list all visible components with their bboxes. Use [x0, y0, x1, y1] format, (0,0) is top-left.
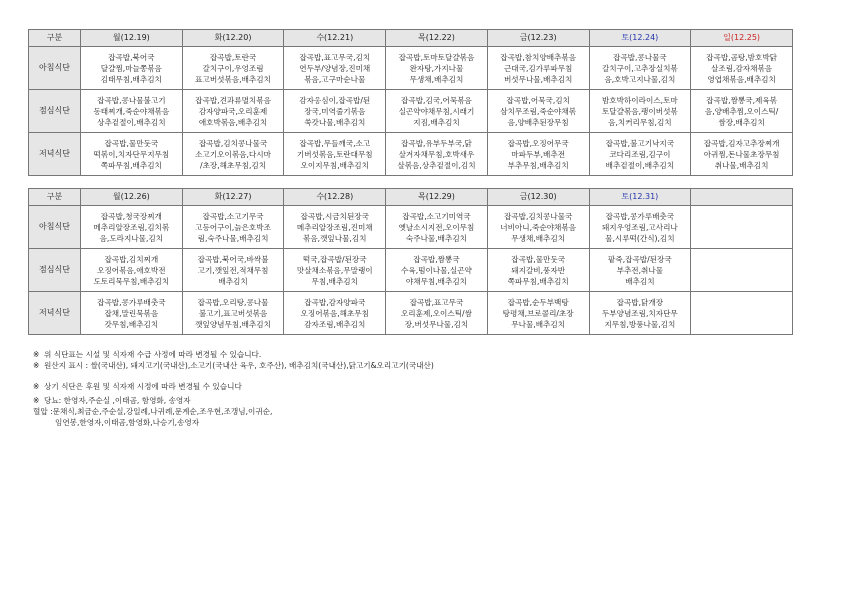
menu-item-line: 불고기,표고버섯볶음 — [198, 308, 268, 318]
menu-item-line: 근대국,김가루파무침 — [503, 63, 573, 73]
note-text: 당뇨: 한영자,주순실 ,이태곰, 함영화, 송영자 — [44, 396, 191, 405]
menu-item-line: 잡곡밥,짬뽕국,제육볶 — [706, 95, 778, 105]
menu-item-line: 잡곡밥,물만둣국 — [104, 138, 159, 148]
menu-item-line: 깻잎양념무침,배추김치 — [195, 319, 271, 329]
menu-cell — [487, 292, 589, 335]
menu-item-line: 잡곡밥,김자고추장찌개 — [703, 138, 780, 148]
day-header: 화(12.27) — [182, 189, 284, 206]
menu-item-line: 무생채,배추김치 — [511, 233, 566, 243]
menu-cell — [81, 292, 183, 335]
menu-item-line: 잡곡밥,청국장찌개 — [100, 211, 162, 221]
menu-item-line: 살조림,감자채볶음 — [711, 63, 773, 73]
menu-item-line: 음,양배추찜,오이스틱/ — [704, 106, 779, 116]
menu-cell — [589, 249, 691, 292]
note-reference-mark: ※ — [33, 382, 40, 391]
day-header: 수(12.21) — [284, 30, 386, 47]
menu-item-line: 갓무침,배추김치 — [104, 319, 159, 329]
menu-item-line: 잡곡밥,김국,어묵볶음 — [401, 95, 472, 105]
menu-cell — [284, 90, 386, 133]
menu-cell — [691, 249, 793, 292]
menu-cell — [81, 249, 183, 292]
menu-item-line: 부추전,취나물 — [616, 265, 664, 275]
meal-row-label: 아침식단 — [29, 206, 81, 249]
menu-item-line: 잡곡밥,곰탕,밤호박닭 — [706, 52, 778, 62]
menu-item-line: 잡곡밥,무들깨국,소고 — [299, 138, 371, 148]
menu-cell — [81, 90, 183, 133]
menu-item-line: 잡곡밥,오리탕,콩나물 — [197, 297, 269, 307]
menu-item-line: 쌈장,배추김치 — [718, 117, 765, 127]
menu-item-line: 떡볶이,치자단무지무침 — [93, 149, 170, 159]
note-text: 혈압 :문채식,최금순,주순실,강일례,나귀례,문계순,조우현,조갱님,이귀순, — [33, 407, 273, 416]
note-line — [33, 360, 434, 371]
menu-item-line: 토달걀볶음,팽이버섯볶 — [601, 106, 678, 116]
menu-item-line: 잡곡밥,소고기미역국 — [402, 211, 471, 221]
note-text: 위 식단표는 시설 및 식자재 수급 사정에 따라 변경될 수 있습니다. — [44, 350, 262, 359]
menu-item-line: 탕평채,브로콜리/초장 — [502, 308, 574, 318]
menu-item-line: 림,숙주나물,배추김치 — [197, 233, 269, 243]
menu-item-line: 잡곡밥,유부두부국,닭 — [401, 138, 472, 148]
menu-item-line: /초장,해초무침,김치 — [200, 160, 267, 170]
menu-item-line: 잡곡밥,콩가루배춧국 — [97, 297, 166, 307]
day-header: 금(12.30) — [487, 189, 589, 206]
menu-cell — [487, 90, 589, 133]
menu-item-line: 표고버섯볶음,배추김치 — [195, 74, 271, 84]
menu-item-line: 잡곡밥,물만둣국 — [511, 254, 566, 264]
menu-item-line: 삼치무조림,죽순야채볶 — [500, 106, 577, 116]
menu-cell — [182, 90, 284, 133]
menu-item-line: 무생채,배추김치 — [409, 74, 464, 84]
menu-item-line: 잡곡밥,북어국 — [108, 52, 155, 62]
week1-header-row — [29, 30, 793, 47]
menu-item-line: 연두부/양념장,진미채 — [299, 63, 371, 73]
day-header: 목(12.22) — [386, 30, 488, 47]
meal-row — [29, 249, 793, 292]
menu-item-line: 잡곡밥,콩나물국 — [612, 52, 667, 62]
menu-item-line: 아귀찜,돈나물초장무침 — [703, 149, 780, 159]
menu-cell — [182, 292, 284, 335]
menu-cell — [691, 292, 793, 335]
menu-item-line: 볶음,깻잎나물,김치 — [303, 233, 367, 243]
menu-cell — [182, 206, 284, 249]
menu-item-line: 잡곡밥,김치콩나물국 — [198, 138, 268, 148]
day-header: 수(12.28) — [284, 189, 386, 206]
menu-item-line: 오리훈제,오이스틱/쌈 — [400, 308, 472, 318]
menu-item-line: 메추리알장조림,진미채 — [296, 222, 373, 232]
meal-row-label: 아침식단 — [29, 47, 81, 90]
day-header-saturday: 토(12.24) — [589, 30, 691, 47]
menu-item-line: 감자양파국,오리훈제 — [198, 106, 268, 116]
menu-item-line: 완자탕,가지나물 — [409, 63, 464, 73]
day-header: 월(12.26) — [81, 189, 183, 206]
menu-item-line: 볶음,고구마순나물 — [304, 74, 366, 84]
menu-cell — [284, 206, 386, 249]
menu-item-line: 오징어볶음,애호박전 — [97, 265, 166, 275]
menu-cell — [487, 249, 589, 292]
menu-cell — [386, 206, 488, 249]
menu-item-line: 배추김치 — [218, 276, 248, 286]
menu-cell — [589, 90, 691, 133]
menu-item-line: 쑥갓나물,배추김치 — [304, 117, 366, 127]
menu-item-line: 팥죽,잡곡밥/된장국 — [608, 254, 672, 264]
menu-item-line: 잡곡밥,소고기무국 — [202, 211, 264, 221]
menu-cell — [589, 133, 691, 176]
menu-item-line: 옛날소시지전,오이무침 — [398, 222, 475, 232]
menu-cell — [284, 249, 386, 292]
menu-item-line: 코다리조림,김구이 — [609, 149, 671, 159]
menu-item-line: 잡곡밥,토란국 — [209, 52, 257, 62]
menu-item-line: 고등어구이,늙은호박조 — [195, 222, 271, 232]
menu-cell — [182, 133, 284, 176]
menu-item-line: 잡곡밥,짬뽕국 — [413, 254, 460, 264]
menu-item-line: 오이지무침,배추김치 — [300, 160, 369, 170]
meal-row — [29, 206, 793, 249]
menu-item-line: 수육,떰이나물,실곤약 — [401, 265, 472, 275]
menu-cell — [386, 47, 488, 90]
menu-cell — [691, 90, 793, 133]
menu-cell — [284, 47, 386, 90]
meal-row-label: 점심식단 — [29, 90, 81, 133]
note-line — [33, 417, 272, 428]
day-header-sunday: 일(12.25) — [691, 30, 793, 47]
day-header-saturday: 토(12.31) — [589, 189, 691, 206]
menu-item-line: 장,버섯무나물,김치 — [404, 319, 469, 329]
menu-item-line: 잡곡밥,김치찌개 — [104, 254, 159, 264]
menu-item-line: 버섯무나물,배추김치 — [503, 74, 573, 84]
note-reference-mark: ※ — [33, 350, 40, 359]
menu-cell — [691, 133, 793, 176]
menu-item-line: 애호박볶음,배추김치 — [198, 117, 268, 127]
menu-cell — [386, 249, 488, 292]
menu-item-line: 메추리알장조림,김치볶 — [93, 222, 170, 232]
menu-item-line: 김태무침,배추김치 — [100, 74, 162, 84]
menu-item-line: 마파두부,배추전 — [511, 149, 566, 159]
menu-item-line: 돼지갈비,풍자반 — [511, 265, 566, 275]
menu-item-line: 잡곡밥,어묵국,김치 — [506, 95, 570, 105]
menu-cell — [284, 133, 386, 176]
day-header: 목(12.29) — [386, 189, 488, 206]
menu-cell — [81, 133, 183, 176]
note-line — [33, 395, 272, 406]
meal-row — [29, 90, 793, 133]
note-line — [33, 406, 272, 417]
meal-row — [29, 292, 793, 335]
note-line — [33, 381, 242, 392]
menu-item-line: 잡곡밥,참치양배추볶음 — [500, 52, 577, 62]
menu-item-line: 물,시루떡(간식),김치 — [605, 233, 675, 243]
day-header: 월(12.19) — [81, 30, 183, 47]
menu-item-line: 잡곡밥,불고기낙지국 — [605, 138, 675, 148]
note-reference-mark: ※ — [33, 361, 40, 370]
menu-item-line: 살볶음,상추겉절이,김치 — [397, 160, 476, 170]
day-header: 금(12.23) — [487, 30, 589, 47]
menu-item-line: 부추무침,배추김치 — [507, 160, 569, 170]
menu-item-line: 배추겉절이,배추김치 — [605, 160, 675, 170]
corner-cell: 구분 — [29, 189, 81, 206]
day-header: 화(12.20) — [182, 30, 284, 47]
menu-item-line: 지무침,방풍나물,김치 — [604, 319, 676, 329]
menu-item-line: 잡곡밥,표고무국 — [409, 297, 464, 307]
menu-item-line: 잡곡밥,견과류멸치볶음 — [195, 95, 271, 105]
note-line — [33, 349, 434, 360]
menu-item-line: 쪽파무침,배추김치 — [507, 276, 569, 286]
menu-item-line: 소고기오이볶음,다시마 — [195, 149, 271, 159]
menu-item-line: 배추김치 — [625, 276, 655, 286]
menu-item-line: 잡곡밥,시금치된장국 — [300, 211, 369, 221]
menu-item-line: 잡곡밥,북어국,바싹불 — [197, 254, 269, 264]
menu-cell — [386, 133, 488, 176]
menu-cell — [81, 206, 183, 249]
menu-item-line: 고기,깻잎전,적채무침 — [197, 265, 269, 275]
menu-item-line: 잡곡밥,순두부백탕 — [507, 297, 569, 307]
menu-item-line: 지짐,배추김치 — [413, 117, 460, 127]
menu-cell — [81, 47, 183, 90]
menu-item-line: 두부양념조림,치자단무 — [601, 308, 678, 318]
menu-item-line: 잡곡밥,감자양파국 — [304, 297, 366, 307]
menu-item-line: 도토리묵무침,배추김치 — [93, 276, 170, 286]
menu-item-line: 달걀찜,마늘쫑볶음 — [100, 63, 162, 73]
week2-header-row — [29, 189, 793, 206]
menu-cell — [589, 47, 691, 90]
menu-item-line: 오징어볶음,해초무침 — [300, 308, 369, 318]
menu-item-line: 잡곡밥,콩나물불고기 — [97, 95, 166, 105]
menu-item-line: 잡채,말린묵볶음 — [104, 308, 159, 318]
menu-cell — [589, 206, 691, 249]
note-reference-mark: ※ — [33, 396, 40, 405]
note-text: 원산지 표시 : 쌀(국내산), 돼지고기(국내산),소고기(국내산 육우, 호주산), 배추김치(국내산),닭고기&오리고기(국내산) — [44, 361, 434, 370]
menu-cell — [487, 133, 589, 176]
notes-block-3 — [33, 395, 272, 428]
menu-item-line: 상추겉절이,배추김치 — [97, 117, 166, 127]
corner-cell: 구분 — [29, 30, 81, 47]
menu-item-line: 쪽파무침,배추김치 — [100, 160, 162, 170]
menu-cell — [691, 47, 793, 90]
menu-item-line: 감자조림,배추김치 — [304, 319, 366, 329]
week2-menu-table — [28, 188, 793, 335]
menu-cell — [386, 90, 488, 133]
menu-cell — [284, 292, 386, 335]
menu-item-line: 너비아니,죽순야채볶음 — [500, 222, 577, 232]
menu-item-line: 실곤약야채무침,시래기 — [398, 106, 475, 116]
meal-row-label: 저녁식단 — [29, 133, 81, 176]
menu-item-line: 잡곡밥,토마토달걀볶음 — [398, 52, 475, 62]
menu-item-line: 밤호박하이라이스,토마 — [601, 95, 678, 105]
menu-item-line: 잡곡밥,오징어무국 — [507, 138, 569, 148]
menu-item-line: 무침,배추김치 — [311, 276, 358, 286]
menu-item-line: 취나물,배추김치 — [714, 160, 769, 170]
menu-item-line: 음,도라지나물,김치 — [99, 233, 164, 243]
menu-cell — [589, 292, 691, 335]
note-text: 임연봉,한영자,이태곰,함영화,나승기,송영자 — [55, 418, 200, 427]
week1-menu-table — [28, 29, 793, 176]
menu-item-line: 잡곡밥,닭개장 — [616, 297, 664, 307]
menu-item-line: 잡곡밥,표고무국,김치 — [299, 52, 371, 62]
menu-cell — [386, 292, 488, 335]
menu-item-line: 무나물,배추김치 — [511, 319, 566, 329]
menu-item-line: 떡국,잡곡밥/된장국 — [302, 254, 367, 264]
meal-row — [29, 47, 793, 90]
menu-item-line: 음,치커리무침,김치 — [608, 117, 672, 127]
note-text: 상기 식단은 후원 및 식자재 시정에 따라 변경될 수 있습니다 — [44, 382, 242, 391]
menu-item-line: 숙주나물,배추김치 — [405, 233, 468, 243]
meal-row-label: 저녁식단 — [29, 292, 81, 335]
menu-cell — [691, 206, 793, 249]
menu-cell — [182, 249, 284, 292]
menu-item-line: 살겨자채무침,호박새우 — [398, 149, 475, 159]
menu-cell — [487, 206, 589, 249]
day-header-empty — [691, 189, 793, 206]
menu-item-line: 갈치구이,고추장실치볶 — [601, 63, 678, 73]
menu-item-line: 동태찌개,죽순야채볶음 — [93, 106, 170, 116]
menu-item-line: 감자옹심이,잡곡밥/된 — [299, 95, 371, 105]
menu-item-line: 야채무침,배추김치 — [405, 276, 468, 286]
notes-block-2 — [33, 381, 242, 392]
menu-item-line: 잡곡밥,콩가루배춧국 — [605, 211, 675, 221]
menu-item-line: 영엽채볶음,배추김치 — [707, 74, 776, 84]
meal-row-label: 점심식단 — [29, 249, 81, 292]
meal-row — [29, 133, 793, 176]
menu-item-line: 갈치구이,우엉조림 — [202, 63, 264, 73]
menu-item-line: 음,양배추된장무침 — [507, 117, 569, 127]
menu-item-line: 기버섯볶음,토란대무침 — [296, 149, 373, 159]
menu-cell — [487, 47, 589, 90]
menu-item-line: 장국,미역줄기볶음 — [304, 106, 366, 116]
menu-item-line: 음,호박고지나물,김치 — [604, 74, 676, 84]
notes-block-1 — [33, 349, 434, 371]
menu-item-line: 잡곡밥,김치콩나물국 — [503, 211, 573, 221]
menu-item-line: 맛살채소볶음,무말랭이 — [296, 265, 373, 275]
menu-item-line: 돼지우엉조림,고사리나 — [601, 222, 678, 232]
menu-cell — [182, 47, 284, 90]
